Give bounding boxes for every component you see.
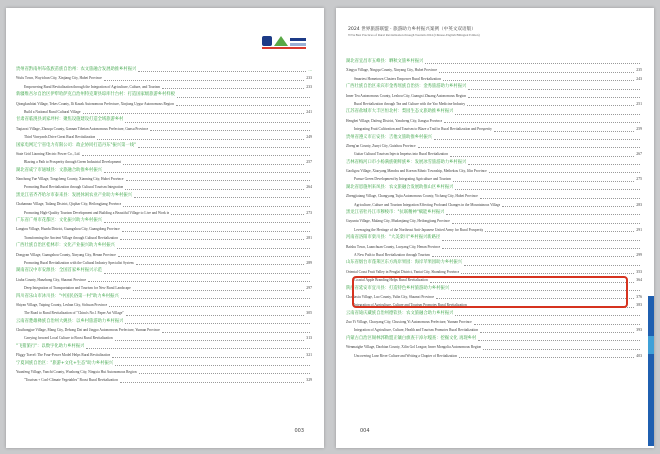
toc-page-number: 291 bbox=[636, 227, 642, 232]
running-header-en: WTA Best Practices of Rural Revitalization through Tourism 2024 (Chinese-English Bilingual Edition) bbox=[348, 33, 480, 37]
toc-entry-title-cn: 湖北省宜昌市五峰县：晒秋文旅乡村振兴 bbox=[346, 58, 642, 66]
toc-entry-title-en: Qiongkushitai Village, Tekes County, Ili Kazak Autonomous Prefecture, Xinjiang Uygur Autonomous Region bbox=[16, 100, 312, 108]
toc-entry-title-en: Taqiaoxi Village, Zhouqu County, Gannan Tibetan Autonomous Prefecture, Gansu Province bbox=[16, 125, 312, 133]
toc-page-number: 383 bbox=[636, 303, 642, 308]
toc-page-number: 243 bbox=[636, 76, 642, 81]
toc-entry[interactable] bbox=[16, 309, 312, 317]
toc-page-number: 281 bbox=[306, 235, 312, 240]
running-header-cn: 2024 世界旅游联盟 · 旅游助力乡村振兴案例（中英文双语版） bbox=[348, 27, 476, 32]
toc-entry-title-en: Dongyan Village, Guangzhou County, Xinyang City, Henan Province bbox=[16, 251, 312, 259]
toc-entry-title-en: Wufu Town, Wuyichun City, Xinjiang City, Hubei Province 233 bbox=[16, 74, 312, 82]
toc-entry-title-cn: 湖北省恩施州来凤县：农文旅融合发展助推山区乡村振兴 bbox=[346, 184, 642, 192]
toc-entry-title-en: Wenmaighe Village, Daobian County, Xilin Gol League, Inner Mongolia Autonomous Region bbox=[346, 343, 642, 351]
toc-entry-title-en: Guitar Cultural Tourism Injects Impetus into Rural Revitalization 267 bbox=[346, 150, 642, 158]
toc-entry[interactable] bbox=[16, 234, 312, 242]
toc-page-number: 353 bbox=[636, 269, 642, 274]
toc-page-number: 299 bbox=[636, 252, 642, 257]
toc-entry-title-en: Zheng'an County, Zunyi City, Guizhou Province bbox=[346, 142, 642, 150]
toc-page-number: 329 bbox=[306, 378, 312, 383]
toc-entry[interactable] bbox=[16, 142, 312, 159]
toc-entry[interactable] bbox=[16, 284, 312, 292]
toc-entry[interactable] bbox=[346, 100, 642, 108]
toc-entry[interactable] bbox=[16, 335, 312, 343]
toc-entry-title-en: Build a National Rural Cultural Village 241 bbox=[16, 108, 312, 116]
toc-entry-title-cn: 河南省洛阳市栾川县："大美栾川"乡村振兴新路径 bbox=[346, 234, 642, 242]
toc-entry-title-en: State Grid Liaoning Electric Power Co., Ltd. bbox=[16, 150, 312, 158]
toc-entry-title-cn: 内蒙古自治区锡林郭勒盟正镶白旗查干淖尔嘎查：挖掘文化 再现乡村 bbox=[346, 335, 642, 343]
toc-entry-title-en: Leveraging the Heritage of the Northeast Anti-Japanese United Army for Rural Prosperity 291 bbox=[346, 226, 642, 234]
toc-entry-title-en: Guyuntu Village, Mulang City, Mudanjiang City, Heilongjiang Province bbox=[346, 217, 642, 225]
toc-entry-title-cn: 湖北省咸宁市通城县：文旅融合助推乡村振兴 bbox=[16, 167, 312, 175]
wta-logo bbox=[262, 36, 308, 50]
toc-entry-title-en: Shiyan Village, Taiping County, Leshan City, Sichuan Province bbox=[16, 301, 312, 309]
toc-entry-title-cn: 吉林省梅河口市小杨满族朝鲜族乡：发展冰雪旅游助力乡村振兴 bbox=[346, 159, 642, 167]
toc-page-number: 233 bbox=[306, 84, 312, 89]
toc-entry[interactable] bbox=[346, 226, 642, 234]
toc-entry[interactable] bbox=[346, 175, 642, 183]
toc-entry-title-en: Smartest Hometown Clusters Empower Rural Revitalization 243 bbox=[346, 75, 642, 83]
toc-entry-title-en: Promoting Rural Revitalization with the Cultural Industry Specialist System 289 bbox=[16, 259, 312, 267]
right-page bbox=[336, 8, 654, 448]
toc-entry-title-en: Agriculture, Culture and Tourism Integration Effecting Profound Changes in the Mountainous Village 283 bbox=[346, 201, 642, 209]
toc-entry-title-cn: 四川省乐山市沐川县："中国民俗第一村"助力乡村振兴 bbox=[16, 293, 312, 301]
toc-entry-title-en: Transforming the Ancient Village through Cultural Revitalization 281 bbox=[16, 234, 312, 242]
toc-entry[interactable] bbox=[346, 159, 642, 176]
toc-entry-title-en: Integration of Agriculture, Culture, Health and Tourism Promotes Rural Revitalization 393 bbox=[346, 327, 642, 335]
toc-entry[interactable] bbox=[16, 259, 312, 267]
toc-entry-title-en: Nanchong Yue Village, Tongcheng County, Xianning City, Hubei Province bbox=[16, 175, 312, 183]
toc-entry[interactable] bbox=[16, 83, 312, 91]
toc-entry[interactable] bbox=[16, 167, 312, 184]
toc-entry[interactable] bbox=[346, 209, 642, 226]
toc-entry[interactable] bbox=[16, 293, 312, 310]
toc-entry-title-en: Inner Tea Autonomous County, Lezhou City, Guangxi Zhuang Autonomous Region bbox=[346, 92, 642, 100]
toc-entry-title-cn: 贵州省遵义市正安县：吉他文旅助推乡村振兴 bbox=[346, 134, 642, 142]
toc-entry-title-en: The Road to Rural Revitalization of "China's No.1 Paper Art Village" 305 bbox=[16, 309, 312, 317]
toc-entry[interactable] bbox=[16, 217, 312, 234]
toc-entry-title-en: Chaxiaxiu Village, Luo County, Yulin City, Shaanxi Province 376 bbox=[346, 293, 642, 301]
toc-entry-title-cn: 广东省广州市花都区：文化振兴助力乡村振兴 bbox=[16, 217, 312, 225]
toc-entry[interactable] bbox=[16, 66, 312, 83]
toc-entry-title-en: Baishu Town, Luanchuan County, Luoyang City, Henan Province bbox=[346, 243, 642, 251]
toc-entry-title-en: Fliggy Travel: The Four-Power Model Helps Rural Revitalization 321 bbox=[16, 351, 312, 359]
toc-entry[interactable] bbox=[346, 125, 642, 133]
toc-entry[interactable] bbox=[346, 259, 642, 276]
toc-entry-title-cn: 国家电网辽宁省电力有限公司：政企协同打造丹东"振兴第一线" bbox=[16, 142, 312, 150]
toc-page-number: 321 bbox=[306, 353, 312, 358]
toc-page-number: 403 bbox=[636, 353, 642, 358]
toc-entry-title-en: Coastal Apple Branding Helps Rural Revitalization 364 bbox=[346, 276, 642, 284]
toc-entry[interactable] bbox=[16, 267, 312, 284]
toc-entry-title-en: Yuanfeng Village, Yanchi County, Wuzhong City, Ningxia Hui Autonomous Region bbox=[16, 368, 312, 376]
toc-entry[interactable] bbox=[346, 134, 642, 151]
toc-entry-title-en: Promoting High-Quality Tourism Development and Building a Beautiful Village to Live and Work in 273 bbox=[16, 209, 312, 217]
toc-entry[interactable] bbox=[16, 318, 312, 335]
toc-entry[interactable] bbox=[346, 108, 642, 125]
toc-entry[interactable] bbox=[16, 158, 312, 166]
toc-entry[interactable] bbox=[346, 201, 642, 209]
toc-entry[interactable] bbox=[16, 242, 312, 259]
toc-entry[interactable] bbox=[346, 75, 642, 83]
toc-entry[interactable] bbox=[16, 108, 312, 116]
toc-entry-title-cn: 黑龙江省齐齐哈尔市泰来县：发展休闲农业产业助力乡村振兴 bbox=[16, 192, 312, 200]
toc-entry-title-en: A New Path to Rural Revitalization through Tourism 299 bbox=[346, 251, 642, 259]
toc-entry[interactable] bbox=[346, 58, 642, 75]
toc-entry-title-en: Third Vineyards Drive Great Rural Revitalization 249 bbox=[16, 133, 312, 141]
highlight-annotation-box bbox=[352, 276, 628, 308]
toc-page-number: 235 bbox=[636, 68, 642, 73]
toc-entry-title-cn: 陕西省延安市宜川县：打造特色乡村旅游助力乡村振兴 bbox=[346, 285, 642, 293]
toc-entry-title-en: Integrating Fruit Cultivation and Tourism to Blaze a Trail in Rural Revitalization and Prosperity 259 bbox=[346, 125, 642, 133]
left-page bbox=[6, 8, 324, 448]
toc-entry-title-en: Hengbei Village, Dafeng District, Yancheng City, Jiangsu Province bbox=[346, 117, 642, 125]
right-page-number: 004 bbox=[360, 428, 370, 434]
toc-entry-title-cn: 新疆维吾尔自治区伊犁哈萨克自治州特克斯县琼库什台村：打造国家级旅游乡村样板 bbox=[16, 91, 312, 99]
toc-entry[interactable] bbox=[346, 184, 642, 201]
toc-page-number: 264 bbox=[306, 185, 312, 190]
toc-entry-title-en: Rural Revitalization through Tea and Culture with the Yao Medicine Industry 251 bbox=[346, 100, 642, 108]
toc-entry-title-cn: 湖南省汉中市安源县：全国首家乡村振兴示范 bbox=[16, 267, 312, 275]
toc-entry[interactable] bbox=[16, 116, 312, 133]
left-toc bbox=[16, 66, 312, 385]
toc-entry-title-en: Carrying forward Local Culture to Boost Rural Revitalization 313 bbox=[16, 335, 312, 343]
toc-entry-title-en: Chuihongjue Village, Mang City, Dehong Dai and Jingpo Autonomous Prefecture, Yunnan Province bbox=[16, 326, 312, 334]
toc-entry[interactable] bbox=[346, 352, 642, 360]
toc-entry-title-en: Gaoligou Village, Xiaoyang Manchu and Korean Ethnic Township, Meihekou City, Jilin Province bbox=[346, 167, 642, 175]
toc-page-number: 273 bbox=[306, 210, 312, 215]
toc-entry[interactable] bbox=[16, 376, 312, 384]
toc-entry-title-en: Blazing a Path to Prosperity through Green Industrial Development 257 bbox=[16, 158, 312, 166]
toc-entry-title-cn: 黑龙江省牡丹江市穆棱市："抗联精神"赋能乡村振兴 bbox=[346, 209, 642, 217]
toc-entry[interactable] bbox=[16, 192, 312, 209]
side-tab-strip bbox=[648, 296, 654, 446]
toc-entry-title-en: Oriental Coast Fruit Valley in Penglai District, Yantai City, Shandong Province 353 bbox=[346, 268, 642, 276]
toc-page-number: 257 bbox=[306, 160, 312, 165]
toc-page-number: 289 bbox=[306, 260, 312, 265]
toc-entry[interactable] bbox=[16, 360, 312, 377]
toc-entry-title-en: Promoting Rural Revitalization through Cultural Tourism Integration 264 bbox=[16, 183, 312, 191]
toc-page-number: 251 bbox=[636, 101, 642, 106]
left-page-number: 003 bbox=[294, 428, 304, 434]
toc-entry[interactable] bbox=[346, 150, 642, 158]
toc-entry[interactable] bbox=[16, 209, 312, 217]
toc-entry-title-cn: 云南省楚雄彝族自治州大姚县：以乡村旅游助力乡村振兴 bbox=[16, 318, 312, 326]
toc-entry-title-cn: 云南省迪庆藏族自治州德钦县：农文旅融合助力乡村振兴 bbox=[346, 310, 642, 318]
toc-entry-title-cn: 甘肃省临洮县刘家坪村：聚焦设施建设打造全域旅游乡村 bbox=[16, 116, 312, 124]
toc-page-number: 249 bbox=[306, 135, 312, 140]
toc-page-number: 305 bbox=[306, 311, 312, 316]
toc-entry-title-cn: 江苏省盐城市大丰区恒北村：梨园生态文旅助推乡村振兴 bbox=[346, 108, 642, 116]
toc-entry-title-en: Chahannao Village, Tailang District, Qiqihar City, Heilongjiang Province bbox=[16, 200, 312, 208]
toc-entry-title-cn: "飞猪旅行"：以数字化助力乡村振兴 bbox=[16, 343, 312, 351]
toc-entry-title-en: Pursue Green Development by Integrating Agriculture and Tourism 275 bbox=[346, 175, 642, 183]
toc-entry-title-en: Zhengjiatang Village, Changyang Tujia Autonomous County, Yichang City, Hubei Province bbox=[346, 192, 642, 200]
toc-page-number: 283 bbox=[636, 202, 642, 207]
toc-entry-title-cn: 广西壮族自治区桂林市：文化产业振兴助力乡村振兴 bbox=[16, 242, 312, 250]
toc-entry-title-cn: 山东省烟台市蓬莱区东方海岸果园：海岸苹果园助力乡村振兴 bbox=[346, 259, 642, 267]
toc-page-number: 364 bbox=[636, 278, 642, 283]
toc-page-number: 313 bbox=[306, 336, 312, 341]
toc-entry[interactable] bbox=[346, 335, 642, 352]
toc-page-number: 233 bbox=[306, 76, 312, 81]
toc-entry[interactable] bbox=[346, 83, 642, 100]
toc-entry-title-en: Uncovering Lunr River Culture and Writing a Chapter of Revitalization 403 bbox=[346, 352, 642, 360]
toc-entry[interactable] bbox=[346, 310, 642, 327]
toc-entry-title-en: Zuo Yi Village, Chaoyang City, Chuxiong Yi Autonomous Prefecture, Yunnan Province bbox=[346, 318, 642, 326]
toc-page-number: 241 bbox=[306, 109, 312, 114]
toc-entry-title-cn: 宁夏回族自治区："旅游+文化+生态"助力乡村振兴 bbox=[16, 360, 312, 368]
toc-entry[interactable] bbox=[16, 91, 312, 108]
toc-page-number: 297 bbox=[306, 286, 312, 291]
toc-page-number: 275 bbox=[636, 177, 642, 182]
toc-entry-title-en: Liuba County, Hanzhong City, Shaanxi Province bbox=[16, 276, 312, 284]
toc-entry-title-en: Langtou Village, Huadu District, Guangzhou City, Guangdong Province bbox=[16, 225, 312, 233]
toc-entry-title-en: Deep Integration of Transportation and Tourism for New Rural Landscape 297 bbox=[16, 284, 312, 292]
toc-entry-title-en: Xingyu Village, Ningqu County, Xinyang City, Hubei Province 235 bbox=[346, 66, 642, 74]
toc-entry-title-cn: 贵州省黔南州布依族苗族自治州：农文旅融合发展助推乡村振兴 ... bbox=[16, 66, 312, 72]
toc-entry[interactable] bbox=[346, 234, 642, 251]
toc-page-number: 267 bbox=[636, 152, 642, 157]
toc-entry[interactable] bbox=[16, 133, 312, 141]
toc-entry-title-en: "Tourism + Cool-Climate Vegetables" Boost Rural Revitalization 329 bbox=[16, 376, 312, 384]
toc-entry-title-cn: 广西壮族自治区来宾市金秀瑶族自治县：金秀旅游助力乡村振兴 bbox=[346, 83, 642, 91]
toc-page-number: 259 bbox=[636, 127, 642, 132]
toc-entry-title-en: Empowering Rural Revitalization through the Integration of Agriculture, Culture, and Tourism 233 bbox=[16, 83, 312, 91]
toc-entry[interactable] bbox=[346, 327, 642, 335]
toc-entry-title-en: Integration of Agriculture, Culture and Tourism Promotes Rural Revitalization 383 bbox=[346, 301, 642, 309]
toc-entry[interactable] bbox=[346, 251, 642, 259]
toc-entry[interactable] bbox=[16, 183, 312, 191]
toc-entry[interactable] bbox=[16, 343, 312, 360]
toc-page-number: 376 bbox=[636, 294, 642, 299]
right-toc bbox=[346, 58, 642, 360]
toc-page-number: 393 bbox=[636, 328, 642, 333]
